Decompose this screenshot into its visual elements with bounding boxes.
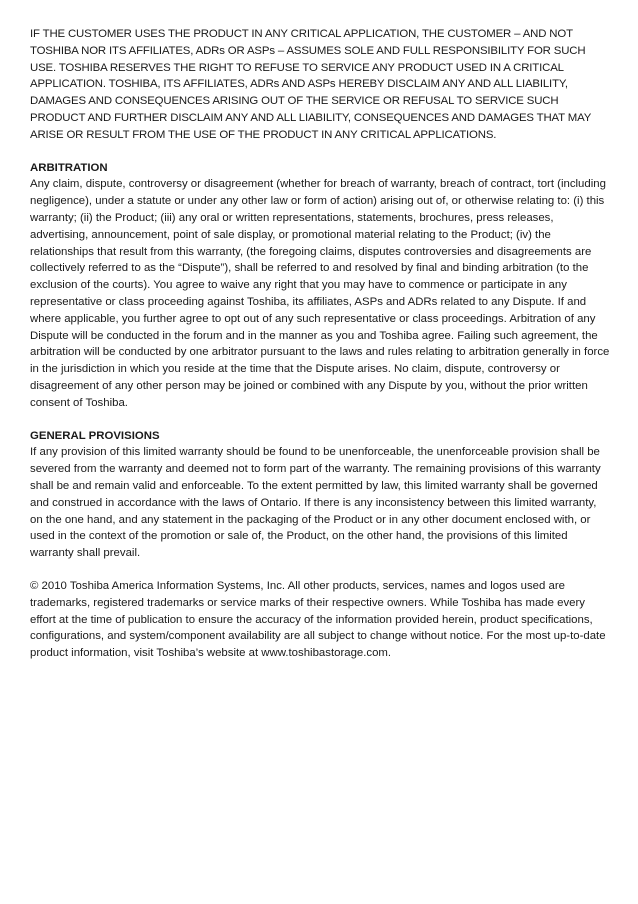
arbitration-heading: ARBITRATION	[30, 161, 108, 174]
critical-application-disclaimer: IF THE CUSTOMER USES THE PRODUCT IN ANY CRITICAL APPLICATION, THE CUSTOMER – AND NOT TOSHIBA NOR ITS AFFILIATES, ADRs OR ASPs – ASSUMES SOLE AND FULL RESPONSIBILITY FOR SUCH USE. TOSHIBA RESERVES THE RIGHT TO REFUSE TO SERVICE ANY PRODUCT USED IN A CRITICAL APPLICATION. TOSHIBA, ITS AFFILIATES, ADRs AND ASPs HEREBY DISCLAIM ANY AND ALL LIABILITY, DAMAGES AND CONSEQUENCES ARISING OUT OF THE SERVICE OR REFUSAL TO SERVICE SUCH PRODUCT AND FURTHER DISCLAIM ANY AND ALL LIABILITY, CONSEQUENCES AND DAMAGES THAT MAY ARISE OR RESULT FROM THE USE OF THE PRODUCT IN ANY CRITICAL APPLICATIONS.	[30, 28, 591, 141]
general-provisions-text: If any provision of this limited warranty should be found to be unenforceable, the unenforceable provision shall be severed from the warranty and deemed not to form part of the warranty. The remaining provisions of this warranty shall be and remain valid and enforceable. To the extent permitted by law, this limited warranty shall be governed and construed in accordance with the laws of Ontario. If there is any inconsistency between this limited warranty, on the one hand, and any statement in the packaging of the Product or in any other document enclosed with, or used in the context of the promotion or sale of, the Product, on the other hand, the provisions of this limited warranty shall prevail.	[30, 446, 601, 560]
general-provisions-heading: GENERAL PROVISIONS	[30, 429, 160, 442]
arbitration-text: Any claim, dispute, controversy or disagreement (whether for breach of warranty, breach of contract, tort (including negligence), under a statute or under any other law or form of action) arising out of, or otherwise relating to: (i) this warranty; (ii) the Product; (iii) any oral or written representations, statements, brochures, press releases, advertising, announcement, point of sale display, or promotional material relating to the Product; (iv) the relationships that result from this warranty, (the foregoing claims, disputes controversies and disagreements are collectively referred to as the “Dispute”), shall be referred to and resolved by final and binding arbitration (to the exclusion of the courts). You agree to waive any right that you may have to commence or participate in any representative or class proceeding against Toshiba, its affiliates, ASPs and ADRs related to any Dispute. If and where applicable, you further agree to opt out of any such representative or class proceedings. Arbitration of any Dispute will be conducted in the forum and in the manner as you and Toshiba agree. Failing such agreement, the arbitration will be conducted by one arbitrator pursuant to the laws and rules relating to arbitration generally in force in the jurisdiction in which you reside at the time that the Dispute arises. No claim, dispute, controversy or disagreement of any other person may be joined or combined with any Dispute by you, without the prior written consent of Toshiba.	[30, 178, 610, 409]
document-page	[30, 26, 612, 662]
general-provisions-section	[30, 428, 612, 562]
copyright-notice: © 2010 Toshiba America Information Systems, Inc. All other products, services, names and logos used are trademarks, registered trademarks or service marks of their respective owners. While Toshiba has made every effort at the time of publication to ensure the accuracy of the information provided herein, product specifications, configurations, and system/component availability are all subject to change without notice. For the most up-to-date product information, visit Toshiba’s website at www.toshibastorage.com.	[30, 579, 606, 660]
arbitration-section	[30, 160, 612, 412]
